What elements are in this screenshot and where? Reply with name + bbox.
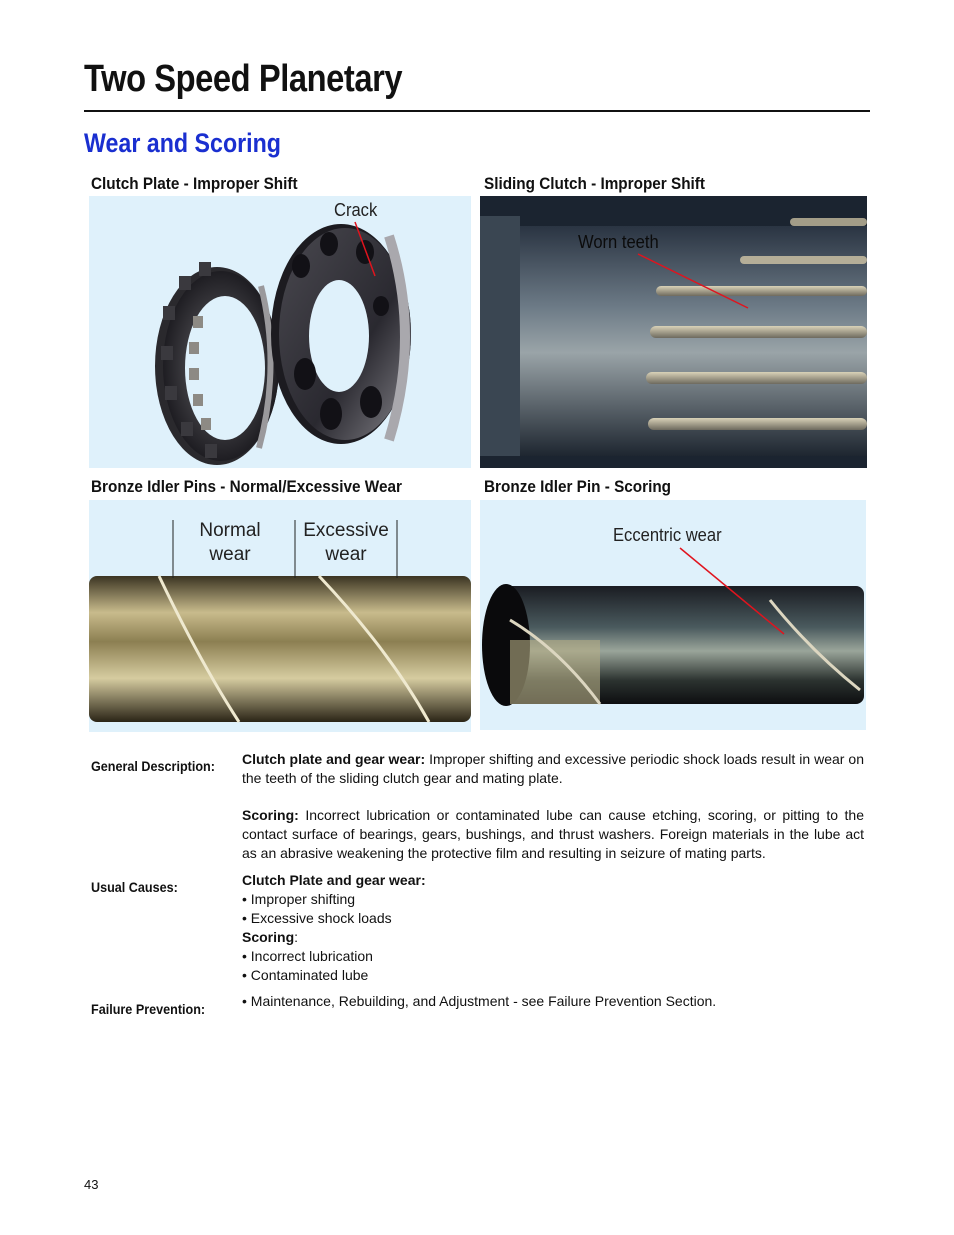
excessive-wear-label	[296, 519, 396, 567]
causes-scoring-heading: Scoring	[242, 929, 295, 945]
sliding-clutch-photo	[480, 196, 867, 468]
page-title: Two Speed Planetary	[84, 58, 403, 100]
scoring-heading: Scoring:	[242, 807, 299, 823]
clutch-plate-caption: Clutch Plate - Improper Shift	[91, 174, 298, 193]
normal-wear-label	[180, 519, 280, 567]
causes-clutch-item: • Improper shifting	[242, 891, 356, 907]
normal-wear-line1: Normal	[199, 520, 261, 541]
clutch-plate-image	[89, 196, 471, 468]
clutch-plate-shape	[271, 224, 411, 444]
page-number: 43	[84, 1177, 99, 1192]
clutch-wear-paragraph	[242, 750, 864, 788]
causes-scoring-colon: :	[294, 929, 299, 945]
sliding-clutch-image	[480, 196, 867, 468]
general-description-label: General Description:	[91, 758, 215, 774]
worn-teeth-label: Worn teeth	[578, 232, 659, 252]
idler-pins-photo	[89, 500, 471, 732]
usual-causes-label: Usual Causes:	[91, 879, 178, 895]
causes-scoring-item: • Contaminated lube	[242, 967, 369, 983]
sliding-clutch-caption: Sliding Clutch - Improper Shift	[484, 174, 705, 193]
failure-prevention-label: Failure Prevention:	[91, 1001, 206, 1017]
causes-clutch-heading: Clutch Plate and gear wear:	[242, 872, 426, 888]
eccentric-wear-label: Eccentric wear	[613, 525, 722, 545]
normal-wear-line2: wear	[209, 544, 251, 565]
crack-label: Crack	[334, 200, 378, 220]
usual-causes-list	[242, 871, 426, 985]
clutch-plate-photo	[89, 196, 471, 468]
idler-pin-scoring-caption: Bronze Idler Pin - Scoring	[484, 477, 672, 496]
causes-clutch-item: • Excessive shock loads	[242, 910, 392, 926]
section-title: Wear and Scoring	[84, 128, 281, 158]
title-divider	[84, 110, 870, 112]
scoring-paragraph	[242, 806, 864, 863]
clutch-wear-text: Improper shifting and excessive periodic shock loads result in wear on the teeth of the sliding clutch gear and mating plate.	[242, 751, 864, 786]
excessive-wear-line2: wear	[325, 544, 367, 565]
failure-prevention-text: • Maintenance, Rebuilding, and Adjustment - see Failure Prevention Section.	[242, 993, 717, 1009]
idler-pins-caption: Bronze Idler Pins - Normal/Excessive Wear	[91, 477, 402, 496]
gear-ring-shape	[155, 262, 279, 465]
scoring-text: Incorrect lubrication or contaminated lube can cause etching, scoring, or pitting to the contact surface of bearings, gears, bushings, and thrust washers. Foreign materials in the lube act as an abrasive weakening the protective film and resulting in seizure of mating parts.	[242, 807, 864, 861]
clutch-wear-heading: Clutch plate and gear wear:	[242, 751, 426, 767]
causes-scoring-heading-line	[242, 928, 426, 947]
idler-pins-image	[89, 500, 471, 732]
causes-scoring-item: • Incorrect lubrication	[242, 948, 373, 964]
excessive-wear-line1: Excessive	[303, 520, 389, 541]
